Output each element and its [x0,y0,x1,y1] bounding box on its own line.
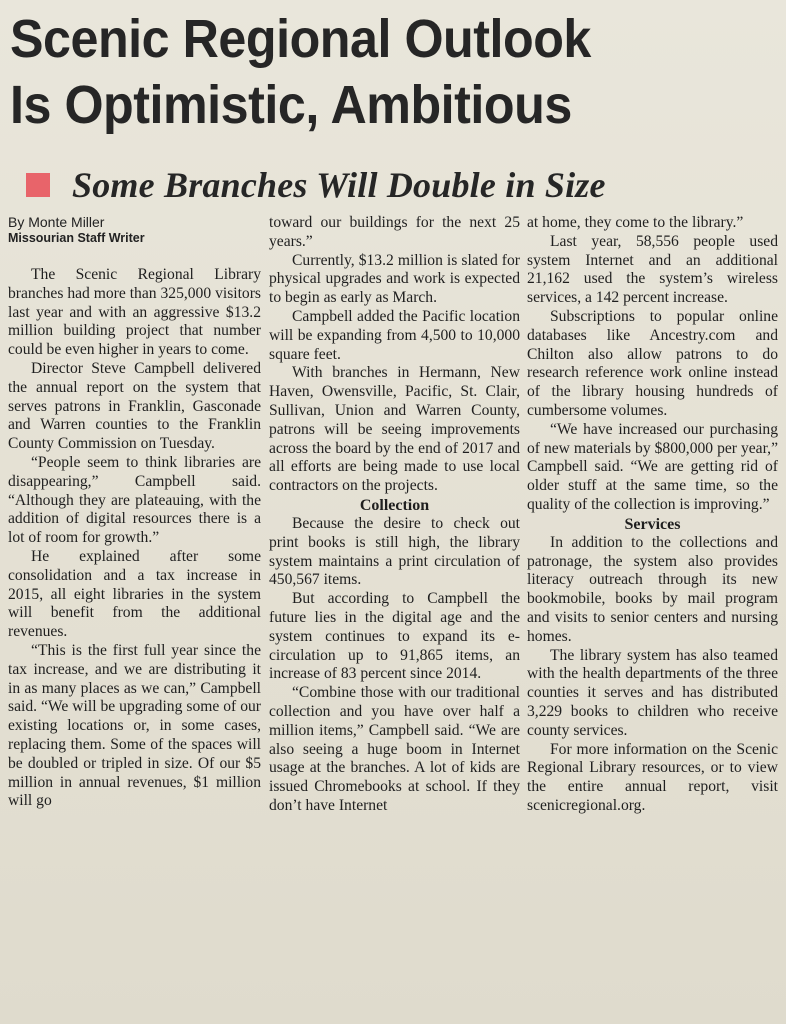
byline-title: Missourian Staff Writer [8,231,145,245]
byline: By Monte Miller [8,214,105,230]
paragraph: Subscriptions to popular online databases like Ancestry.com and Chilton also allow patrons to do research reference work online instead of the library housing hundreds of cumbersome volumes. [527,307,778,419]
paragraph: “This is the first full year since the tax increase, and we are distributing it in as many places as we can,” Campbell said. “We will be upgrading some of our existing locations or, in some cases, replacing them. Some of the spaces will be doubled or tripled in size. Of our $5 million in annual revenues, $1 million will go [8,641,261,810]
paragraph: Currently, $13.2 million is slated for physical upgrades and work is expected to begin as early as March. [269,251,520,307]
subheadline: Some Branches Will Double in Size [72,165,606,205]
paragraph: In addition to the collections and patronage, the system also provides literacy outreach through its new bookmobile, books by mail program and visits to senior centers and nursing homes. [527,533,778,645]
headline [10,6,726,138]
section-heading-collection: Collection [359,496,430,514]
column-2 [269,214,520,816]
red-square-bullet-icon [26,173,50,197]
paragraph-continued: toward our buildings for the next 25 years.” [269,214,520,250]
paragraph-continued: at home, they come to the library.” [527,214,744,231]
headline-line-1: Scenic Regional Outlook [10,9,591,69]
paragraph: He explained after some consolidation and a tax increase in 2015, all eight libraries in the system will benefit from the additional revenues. [8,547,261,641]
paragraph: With branches in Hermann, New Haven, Owensville, Pacific, St. Clair, Sullivan, Union and Warren County, patrons will be seeing improvements across the board by the end of 2017 and all efforts are being made to use local contractors on the projects. [269,364,520,495]
paragraph: “We have increased our purchasing of new materials by $800,000 per year,” Campbell said. “We are getting rid of older stuff at the same time, so the quality of the collection is improving.” [527,420,778,513]
paragraph: Director Steve Campbell delivered the annual report on the system that serves patrons in Franklin, Gasconade and Warren counties to the Franklin County Commission on Tuesday. [8,359,261,453]
paragraph: “Combine those with our traditional collection and you have over half a million items,” Campbell said. “We are also seeing a huge boom in Internet usage at the branches. A lot of kids are issued Chromebooks at school. If they don’t have Internet [269,684,520,814]
headline-line-2: Is Optimistic, Ambitious [10,75,572,135]
paragraph: “People seem to think libraries are disappearing,” Campbell said. “Although they are plateauing, with the addition of digital resources there is a lot of room for growth.” [8,453,261,547]
paragraph: Because the desire to check out print books is still high, the library system maintains a print circulation of 450,567 items. [269,514,520,589]
subheadline-row [26,160,786,210]
paragraph: The Scenic Regional Library branches had more than 325,000 visitors last year and with an aggressive $13.2 million building project that number could be even higher in years to come. [8,266,261,359]
column-3 [527,214,778,816]
paragraph: Campbell added the Pacific location will be expanding from 4,500 to 10,000 square feet. [269,307,520,363]
section-heading-services: Services [624,515,681,533]
paragraph: But according to Campbell the future lies in the digital age and the system continues to expand its e-circulation up to 91,865 items, an increase of 83 percent since 2014. [269,590,520,683]
paragraph: For more information on the Scenic Regional Library resources, or to view the entire annual report, visit scenicregional.org. [527,740,778,814]
column-1 [8,214,261,811]
paragraph: The library system has also teamed with the health departments of the three counties it serves and has distributed 3,229 books to children who receive county services. [527,646,778,739]
paragraph: Last year, 58,556 people used system Internet and an additional 21,162 used the system’s wireless services, a 142 percent increase. [527,232,778,307]
